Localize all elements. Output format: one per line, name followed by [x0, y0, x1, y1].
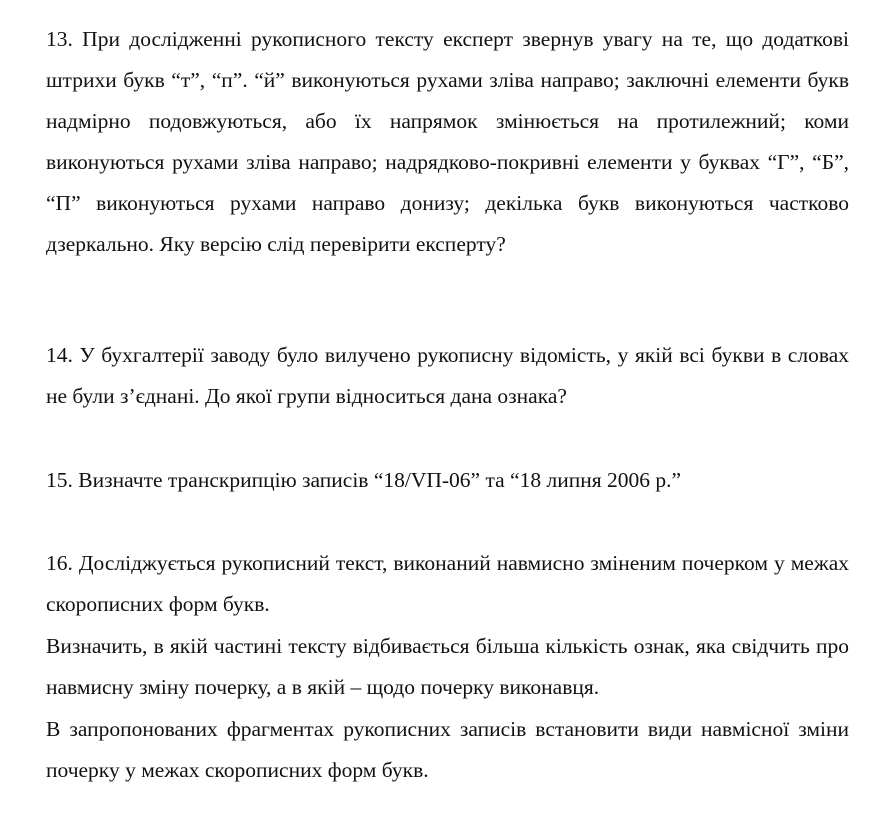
question-16-task-1: Визначить, в якій частині тексту відбивається більша кількість ознак, яка свідчить про навмисну зміну почерку, а в якій – щодо почерку виконавця.: [46, 634, 849, 699]
question-16-intro: 16. Досліджується рукописний текст, виконаний навмисно зміненим почерком у межах скорописних форм букв.: [46, 551, 849, 616]
question-13: 13. При дослідженні рукописного тексту експерт звернув увагу на те, що додаткові штрихи букв “т”, “п”. “й” виконуються рухами зліва направо; заключні елементи букв надмірно подовжуються, або їх напрямок змінюється на протилежний; коми виконуються рухами зліва направо; надрядково-покривні елементи у буквах “Г”, “Б”, “П” виконуються рухами направо донизу; декілька букв виконуються частково дзеркально. Яку версію слід перевірити експерту?: [46, 27, 849, 256]
question-16-task-2: В запропонованих фрагментах рукописних записів встановити види навмісної зміни почерку у межах скорописних форм букв.: [46, 717, 849, 782]
question-15: 15. Визначте транскрипцію записів “18/VП-06” та “18 липня 2006 р.”: [46, 468, 682, 492]
question-14: 14. У бухгалтерії заводу було вилучено рукописну відомість, у якій всі букви в словах не були з’єднані. До якої групи відноситься дана ознака?: [46, 343, 849, 408]
